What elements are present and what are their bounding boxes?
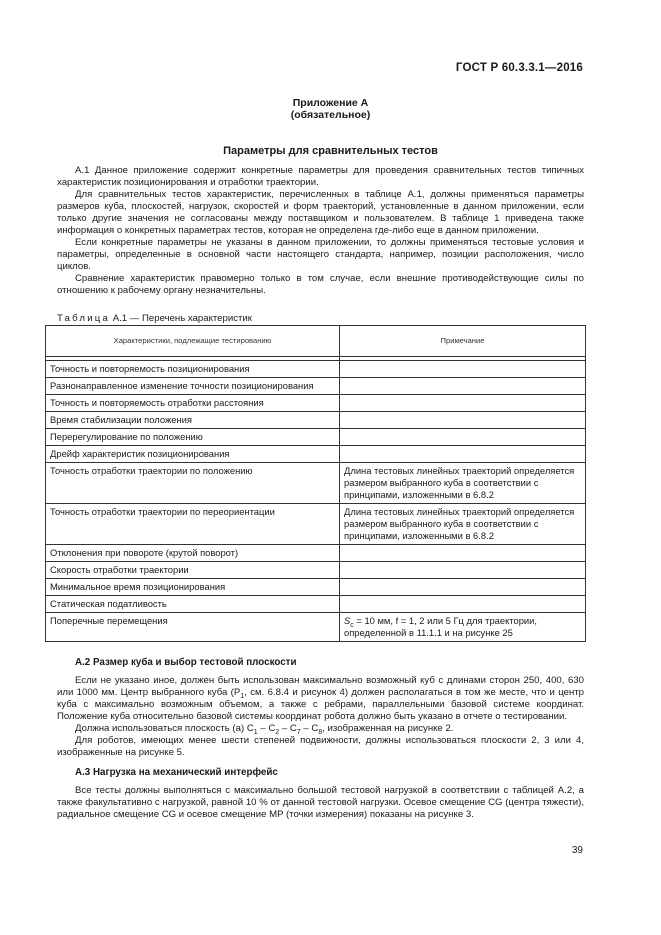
- a3-paragraph-1: Все тесты должны выполняться с максимально большой тестовой нагрузкой в соответствии с таблицей А.2, а также факультативно с нагрузкой, равной 10 % от данной тестовой нагрузки. Осевое смещение CG (центра тяжести), радиальное смещение CG и осевое смещение MP (точки измерения) показаны на рисунке 3.: [57, 785, 584, 820]
- table-row: Точность и повторяемость позиционирования: [46, 361, 586, 378]
- table-row: Статическая податливость: [46, 596, 586, 613]
- intro-paragraph-1: А.1 Данное приложение содержит конкретные параметры для проведения сравнительных тестов типичных характеристик позиционирования и отработки траектории.: [57, 165, 584, 188]
- table-row: Точность отработки траектории по положению Длина тестовых линейных траекторий определяется размером выбранного куба в соответствии с принципами, изложенными в 6.8.2: [46, 463, 586, 504]
- section-title: Параметры для сравнительных тестов: [223, 145, 438, 157]
- table-row: Разнонаправленное изменение точности позиционирования: [46, 378, 586, 395]
- table-row: Отклонения при повороте (крутой поворот): [46, 545, 586, 562]
- section-a3-heading: А.3 Нагрузка на механический интерфейс: [75, 767, 278, 778]
- intro-paragraph-4: Сравнение характеристик правомерно только в том случае, если внешние противодействующие силы по отношению к рабочему органу незначительны.: [57, 273, 584, 296]
- appendix-subtitle: (обязательное): [290, 109, 371, 121]
- characteristics-table: [45, 325, 586, 642]
- a2-paragraph-1: Если не указано иное, должен быть использован максимально возможный куб с длинами сторон 250, 400, 630 или 1000 мм. Центр выбранного куба ($P_1$, см. 6.8.4 и рисунок 4) должен располагаться в том же месте, что и центр куба с максимально возможным объемом, а также с ребрами, параллельными базовой системе координат. Положение куба относительно базовой системы координат робота должно быть указано в отчете о тестировании.: [57, 675, 584, 722]
- appendix-title: Приложение А: [292, 97, 369, 109]
- table-header-characteristic: Характеристики, подлежащие тестированию: [46, 326, 340, 357]
- table-row: Точность и повторяемость отработки расстояния: [46, 395, 586, 412]
- section-a2-heading: А.2 Размер куба и выбор тестовой плоскости: [75, 657, 297, 668]
- table-caption: Таблица А.1 — Перечень характеристик: [57, 313, 252, 324]
- table-row: Дрейф характеристик позиционирования: [46, 446, 586, 463]
- table-row: Поперечные перемещения $S_c = 10$ мм, f = 1, 2 или 5 Гц для траектории, определенной в 11.1.1 и на рисунке 25: [46, 613, 586, 642]
- table-row: Скорость отработки траектории: [46, 562, 586, 579]
- a2-paragraph-3: Для роботов, имеющих менее шести степеней подвижности, должны использоваться плоскости 2, 3 или 4, изображенные на рисунке 5.: [57, 735, 584, 758]
- intro-paragraph-2: Для сравнительных тестов характеристик, перечисленных в таблице А.1, должны применяться параметры размеров куба, плоскостей, нагрузок, скоростей и форм траекторий, установленные в данном приложении, если только другие значения не согласованы между поставщиком и пользователем. В таблице 1 приведена также информация о конкретных параметрах тестов, которая не определена где-либо еще в данном приложении.: [57, 189, 584, 236]
- table-row: Минимальное время позиционирования: [46, 579, 586, 596]
- intro-paragraph-3: Если конкретные параметры не указаны в данном приложении, то должны применяться тестовые условия и параметры, определенные в основной части настоящего стандарта, например, позиции расположения, число циклов.: [57, 237, 584, 272]
- standard-number: ГОСТ Р 60.3.3.1—2016: [455, 62, 583, 74]
- table-row: Точность отработки траектории по переориентации Длина тестовых линейных траекторий определяется размером выбранного куба в соответствии с принципами, изложенными в 6.8.2: [46, 504, 586, 545]
- table-row: Время стабилизации положения: [46, 412, 586, 429]
- table-header-note: Примечание: [340, 326, 586, 357]
- a2-paragraph-2: Должна использоваться плоскость (а) $C_1 - C_2 - C_7 - C_8$, изображенная на рисунке 2.: [75, 723, 454, 736]
- page-number: 39: [571, 845, 583, 856]
- table-row: Перерегулирование по положению: [46, 429, 586, 446]
